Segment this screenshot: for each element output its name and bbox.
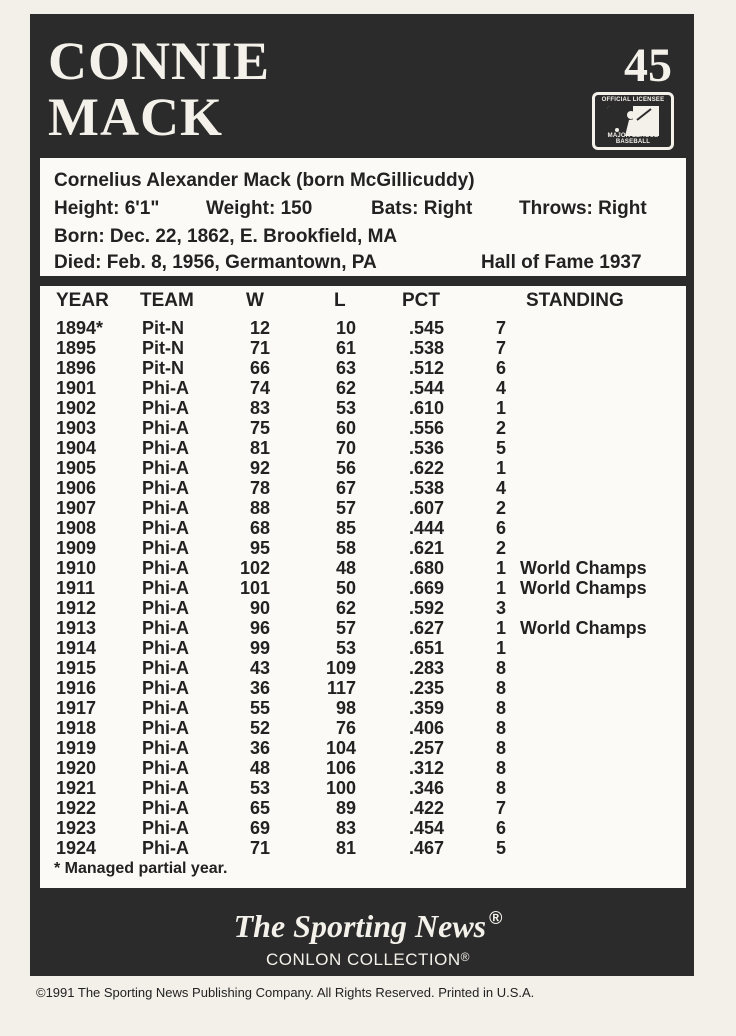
cell-losses: 56	[335, 458, 356, 478]
cell-losses: 10	[335, 318, 356, 338]
cell-standing: 1	[496, 398, 507, 418]
cell-pct: .283	[408, 658, 444, 678]
cell-wins: 92	[249, 458, 270, 478]
logo-bottom-text: MAJOR LEAGUE BASEBALL	[607, 133, 659, 145]
cell-wins: 52	[249, 718, 270, 738]
cell-team: Phi-A	[142, 678, 189, 698]
cell-losses: 50	[335, 578, 356, 598]
cell-losses: 53	[335, 638, 356, 658]
cell-team: Phi-A	[142, 558, 189, 578]
table-row	[40, 518, 686, 538]
table-row	[40, 538, 686, 558]
cell-wins: 78	[249, 478, 270, 498]
cell-wins: 43	[249, 658, 270, 678]
cell-standing: 7	[496, 338, 507, 358]
cell-standing: 8	[496, 738, 507, 758]
registered-mark: ®	[489, 908, 503, 928]
cell-standing: 4	[496, 478, 507, 498]
table-row	[40, 678, 686, 698]
cell-pct: .544	[408, 378, 444, 398]
cell-team: Phi-A	[142, 698, 189, 718]
cell-year: 1911	[56, 578, 96, 598]
mlb-logo	[592, 92, 674, 150]
cell-pct: .444	[408, 518, 444, 538]
publisher-name: The Sporting News	[233, 908, 487, 944]
cell-team: Phi-A	[142, 758, 189, 778]
cell-standing: 5	[496, 838, 507, 858]
cell-team: Phi-A	[142, 438, 189, 458]
cell-wins: 90	[249, 598, 270, 618]
cell-year: 1907	[56, 498, 97, 518]
hall-of-fame: Hall of Fame 1937	[481, 252, 642, 273]
cell-pct: .359	[408, 698, 444, 718]
cell-team: Phi-A	[142, 478, 189, 498]
cell-pct: .538	[408, 338, 444, 358]
cell-standing: 8	[496, 698, 507, 718]
cell-year: 1895	[56, 338, 97, 358]
table-row	[40, 398, 686, 418]
cell-year: 1922	[56, 798, 97, 818]
cell-wins: 69	[249, 818, 270, 838]
logo-top-text: OFFICIAL LICENSEE	[601, 97, 665, 103]
cell-team: Phi-A	[142, 798, 189, 818]
cell-pct: .621	[408, 538, 444, 558]
cell-wins: 96	[249, 618, 270, 638]
batter-silhouette-icon	[607, 106, 659, 136]
table-row	[40, 658, 686, 678]
died: Died: Feb. 8, 1956, Germantown, PA	[54, 252, 377, 273]
copyright: ©1991 The Sporting News Publishing Company. All Rights Reserved. Printed in U.S.A.	[36, 985, 535, 1000]
cell-pct: .235	[408, 678, 444, 698]
cell-team: Phi-A	[142, 618, 189, 638]
cell-losses: 57	[335, 618, 356, 638]
header-l: L	[334, 290, 346, 311]
cell-standing: 7	[496, 318, 507, 338]
weight: Weight: 150	[206, 198, 313, 219]
cell-standing: 8	[496, 718, 507, 738]
cell-pct: .627	[408, 618, 444, 638]
cell-team: Phi-A	[142, 378, 189, 398]
cell-team: Phi-A	[142, 398, 189, 418]
born: Born: Dec. 22, 1862, E. Brookfield, MA	[54, 226, 398, 247]
cell-pct: .607	[408, 498, 444, 518]
first-name: CONNIE	[48, 31, 271, 91]
stats-rows	[40, 318, 686, 858]
cell-pct: .651	[408, 638, 444, 658]
cell-standing: 3	[496, 598, 507, 618]
cell-year: 1913	[56, 618, 97, 638]
table-row	[40, 598, 686, 618]
table-row	[40, 818, 686, 838]
cell-year: 1894*	[56, 318, 104, 338]
table-row	[40, 438, 686, 458]
cell-wins: 83	[249, 398, 270, 418]
cell-wins: 48	[249, 758, 270, 778]
cell-losses: 109	[325, 658, 356, 678]
cell-team: Phi-A	[142, 538, 189, 558]
cell-wins: 65	[249, 798, 270, 818]
cell-year: 1924	[56, 838, 97, 858]
cell-pct: .467	[408, 838, 444, 858]
cell-losses: 67	[335, 478, 356, 498]
cell-standing: 6	[496, 358, 507, 378]
cell-pct: .556	[408, 418, 444, 438]
cell-team: Phi-A	[142, 578, 189, 598]
cell-losses: 85	[335, 518, 356, 538]
cell-year: 1896	[56, 358, 97, 378]
footnote: * Managed partial year.	[54, 860, 228, 877]
cell-team: Phi-A	[142, 418, 189, 438]
cell-losses: 76	[335, 718, 356, 738]
cell-wins: 99	[249, 638, 270, 658]
cell-losses: 100	[325, 778, 356, 798]
table-row	[40, 378, 686, 398]
collection-label	[0, 950, 736, 970]
cell-team: Phi-A	[142, 778, 189, 798]
cell-wins: 71	[249, 838, 270, 858]
cell-standing: 2	[496, 538, 507, 558]
table-row	[40, 738, 686, 758]
cell-note: World Champs	[520, 618, 647, 638]
cell-team: Pit-N	[142, 338, 184, 358]
cell-year: 1912	[56, 598, 97, 618]
cell-wins: 53	[249, 778, 270, 798]
cell-pct: .312	[408, 758, 444, 778]
cell-team: Phi-A	[142, 838, 189, 858]
cell-note: World Champs	[520, 578, 647, 598]
header-year: YEAR	[56, 290, 109, 311]
cell-pct: .538	[408, 478, 444, 498]
cell-standing: 8	[496, 658, 507, 678]
cell-year: 1908	[56, 518, 97, 538]
cell-losses: 48	[335, 558, 356, 578]
cell-pct: .512	[408, 358, 444, 378]
cell-wins: 68	[249, 518, 270, 538]
cell-wins: 81	[249, 438, 270, 458]
cell-standing: 8	[496, 678, 507, 698]
cell-standing: 1	[496, 558, 507, 578]
cell-team: Phi-A	[142, 498, 189, 518]
cell-year: 1901	[56, 378, 97, 398]
cell-standing: 6	[496, 818, 507, 838]
cell-team: Pit-N	[142, 318, 184, 338]
table-row	[40, 478, 686, 498]
cell-standing: 1	[496, 458, 507, 478]
cell-losses: 60	[335, 418, 356, 438]
cell-pct: .622	[408, 458, 444, 478]
cell-losses: 81	[335, 838, 356, 858]
cell-losses: 57	[335, 498, 356, 518]
header-pct: PCT	[402, 290, 440, 311]
cell-year: 1909	[56, 538, 97, 558]
cell-pct: .422	[408, 798, 444, 818]
table-row	[40, 838, 686, 858]
cell-losses: 58	[335, 538, 356, 558]
table-row	[40, 718, 686, 738]
table-row	[40, 558, 686, 578]
cell-wins: 12	[249, 318, 270, 338]
cell-standing: 2	[496, 498, 507, 518]
cell-year: 1918	[56, 718, 97, 738]
table-row	[40, 618, 686, 638]
cell-losses: 61	[335, 338, 356, 358]
cell-losses: 104	[325, 738, 356, 758]
cell-team: Phi-A	[142, 598, 189, 618]
full-name: Cornelius Alexander Mack (born McGillicuddy)	[54, 170, 475, 191]
cell-standing: 7	[496, 798, 507, 818]
table-row	[40, 418, 686, 438]
cell-pct: .257	[408, 738, 444, 758]
cell-pct: .592	[408, 598, 444, 618]
cell-losses: 117	[326, 678, 356, 698]
cell-standing: 2	[496, 418, 507, 438]
table-row	[40, 638, 686, 658]
table-row	[40, 318, 686, 338]
cell-losses: 106	[325, 758, 356, 778]
cell-year: 1923	[56, 818, 97, 838]
cell-year: 1921	[56, 778, 97, 798]
header-team: TEAM	[140, 290, 194, 311]
cell-pct: .680	[408, 558, 444, 578]
cell-standing: 1	[496, 578, 507, 598]
cell-losses: 62	[335, 598, 356, 618]
cell-year: 1904	[56, 438, 97, 458]
cell-year: 1902	[56, 398, 97, 418]
cell-wins: 95	[249, 538, 270, 558]
cell-team: Phi-A	[142, 658, 189, 678]
cell-note: World Champs	[520, 558, 647, 578]
cell-year: 1920	[56, 758, 97, 778]
cell-team: Phi-A	[142, 458, 189, 478]
cell-year: 1914	[56, 638, 97, 658]
cell-wins: 55	[249, 698, 270, 718]
last-name: MACK	[48, 87, 223, 147]
cell-losses: 70	[335, 438, 356, 458]
cell-pct: .406	[408, 718, 444, 738]
table-row	[40, 458, 686, 478]
cell-year: 1905	[56, 458, 97, 478]
cell-team: Phi-A	[142, 818, 189, 838]
bio-panel	[40, 158, 686, 276]
cell-pct: .669	[408, 578, 444, 598]
cell-wins: 88	[249, 498, 270, 518]
table-row	[40, 498, 686, 518]
cell-year: 1917	[56, 698, 97, 718]
cell-year: 1916	[56, 678, 97, 698]
cell-losses: 98	[335, 698, 356, 718]
cell-year: 1910	[56, 558, 97, 578]
table-row	[40, 578, 686, 598]
cell-losses: 83	[335, 818, 356, 838]
cell-wins: 74	[249, 378, 270, 398]
cell-pct: .545	[408, 318, 444, 338]
cell-wins: 75	[249, 418, 270, 438]
cell-standing: 1	[496, 618, 507, 638]
cell-standing: 1	[496, 638, 507, 658]
player-name	[48, 31, 271, 147]
cell-wins: 36	[249, 678, 270, 698]
cell-standing: 8	[496, 758, 507, 778]
cell-standing: 5	[496, 438, 507, 458]
cell-team: Phi-A	[142, 738, 189, 758]
header-standing: STANDING	[526, 290, 624, 311]
cell-wins: 36	[249, 738, 270, 758]
bats: Bats: Right	[371, 198, 473, 219]
cell-pct: .346	[408, 778, 444, 798]
cell-wins: 66	[249, 358, 270, 378]
header-w: W	[246, 290, 264, 311]
cell-losses: 63	[335, 358, 356, 378]
table-row	[40, 698, 686, 718]
collection-registered-mark: ®	[460, 950, 470, 964]
cell-pct: .454	[408, 818, 444, 838]
table-row	[40, 798, 686, 818]
height: Height: 6'1"	[54, 198, 160, 219]
cell-losses: 53	[335, 398, 356, 418]
cell-team: Phi-A	[142, 518, 189, 538]
cell-losses: 89	[335, 798, 356, 818]
cell-year: 1915	[56, 658, 97, 678]
cell-team: Pit-N	[142, 358, 184, 378]
cell-standing: 4	[496, 378, 507, 398]
throws: Throws: Right	[519, 198, 647, 219]
cell-pct: .536	[408, 438, 444, 458]
cell-team: Phi-A	[142, 638, 189, 658]
cell-pct: .610	[408, 398, 444, 418]
cell-standing: 6	[496, 518, 507, 538]
publisher-logo	[0, 908, 736, 945]
cell-wins: 102	[239, 558, 270, 578]
cell-year: 1903	[56, 418, 97, 438]
table-row	[40, 338, 686, 358]
cell-wins: 101	[239, 578, 270, 598]
cell-year: 1919	[56, 738, 97, 758]
table-row	[40, 758, 686, 778]
cell-year: 1906	[56, 478, 97, 498]
table-row	[40, 778, 686, 798]
cell-wins: 71	[249, 338, 270, 358]
cell-standing: 8	[496, 778, 507, 798]
cell-losses: 62	[335, 378, 356, 398]
cell-team: Phi-A	[142, 718, 189, 738]
stats-table	[40, 286, 686, 888]
table-row	[40, 358, 686, 378]
collection-name: CONLON COLLECTION	[266, 950, 461, 969]
card-number: 45	[624, 39, 672, 92]
